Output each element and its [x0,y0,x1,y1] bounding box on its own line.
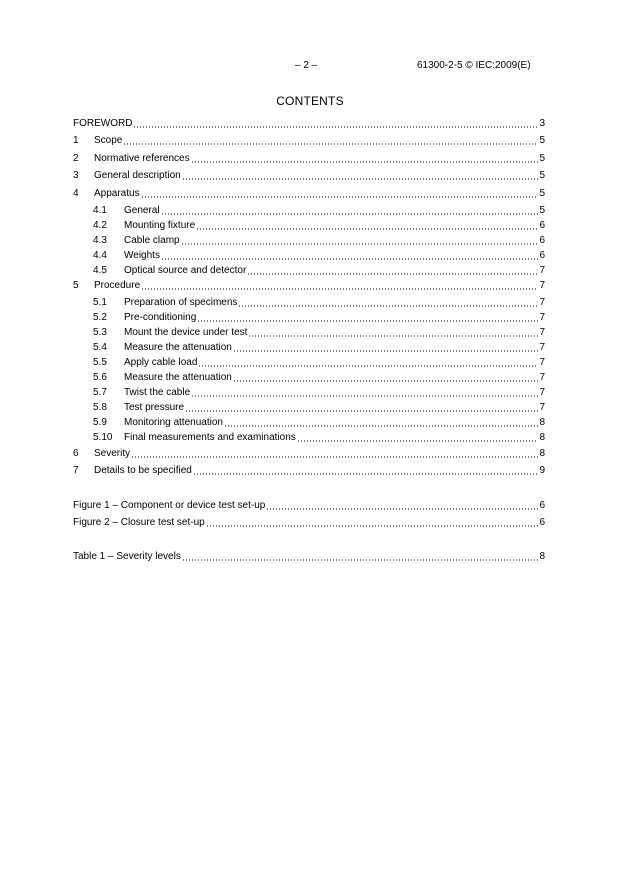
toc-subentry[interactable] [93,205,545,217]
leader-dots [224,425,538,427]
toc-subentry[interactable] [93,342,545,354]
leader-dots [182,559,539,561]
toc-entry-page: 6 [539,235,545,246]
leader-dots [185,410,538,412]
leader-dots [297,440,539,442]
toc-entry-page: 5 [539,188,545,199]
toc-entry[interactable] [73,280,545,292]
figure-entry[interactable] [73,517,545,529]
leader-dots [131,456,538,458]
leader-dots [238,305,538,307]
toc-entry-page: 7 [539,342,545,353]
toc-entry-title: Mount the device under test [124,327,248,338]
toc-entry-title: Measure the attenuation [124,372,232,383]
toc-entry-number: 6 [73,448,79,459]
toc-entry-number: 5.5 [93,357,107,368]
leader-dots [141,196,539,198]
figure-entry-title: Figure 2 – Closure test set-up [73,517,205,528]
toc-entry-number: 1 [73,135,79,146]
toc-entry-page: 7 [539,372,545,383]
leader-dots [133,126,538,128]
toc-entry-page: 5 [539,135,545,146]
toc-subentry[interactable] [93,297,545,309]
toc-entry-number: 5.10 [93,432,113,443]
toc-entry-number: 7 [73,465,79,476]
toc-entry-title: Measure the attenuation [124,342,232,353]
toc-entry-number: 4.3 [93,235,107,246]
table-of-contents [73,118,545,572]
toc-entry-number: 2 [73,153,79,164]
toc-entry-title: Severity [94,448,131,459]
toc-subentry[interactable] [93,265,545,277]
toc-entry-number: 5.8 [93,402,107,413]
leader-dots [233,380,539,382]
toc-entry-number: 4 [73,188,79,199]
toc-entry-page: 6 [539,250,545,261]
toc-entry-title: Details to be specified [94,465,192,476]
leader-dots [191,395,538,397]
toc-entry-page: 3 [539,118,545,129]
toc-entry-title: Normative references [94,153,190,164]
leader-dots [206,525,539,527]
leader-dots [193,473,539,475]
toc-entry-title: Test pressure [124,402,185,413]
toc-entry-page: 7 [539,312,545,323]
toc-entry-title: FOREWORD [73,118,133,129]
toc-subentry[interactable] [93,357,545,369]
toc-entry[interactable] [73,135,545,147]
toc-subentry[interactable] [93,432,545,444]
toc-subentry[interactable] [93,220,545,232]
document-reference: 61300-2-5 © IEC:2009(E) [417,60,531,71]
toc-entry-page: 7 [539,327,545,338]
toc-subentry[interactable] [93,402,545,414]
toc-entry[interactable] [73,465,545,477]
toc-entry-page: 8 [539,417,545,428]
toc-entry-page: 7 [539,402,545,413]
toc-entry[interactable] [73,448,545,460]
toc-entry-title: Cable clamp [124,235,180,246]
toc-entry-title: Weights [124,250,160,261]
leader-dots [196,228,538,230]
toc-entry-title: Apparatus [94,188,140,199]
toc-subentry[interactable] [93,417,545,429]
table-entry-title: Table 1 – Severity levels [73,551,181,562]
toc-entry-number: 5.3 [93,327,107,338]
toc-entry[interactable] [73,170,545,182]
toc-entry-number: 5.6 [93,372,107,383]
toc-subentry[interactable] [93,327,545,339]
toc-subentry[interactable] [93,235,545,247]
toc-entry-title: Scope [94,135,123,146]
leader-dots [141,288,538,290]
leader-dots [233,350,539,352]
toc-entry-title: Monitoring attenuation [124,417,223,428]
leader-dots [161,213,539,215]
figure-entry-page: 6 [539,500,545,511]
toc-entry-number: 5.1 [93,297,107,308]
table-entry[interactable] [73,551,545,563]
figure-entry-page: 6 [539,517,545,528]
toc-entry-number: 4.2 [93,220,107,231]
toc-entry[interactable] [73,188,545,200]
toc-entry-title: General description [94,170,181,181]
leader-dots [197,320,538,322]
figure-entry-title: Figure 1 – Component or device test set-up [73,500,266,511]
toc-entry-number: 5 [73,280,79,291]
toc-entry-number: 5.4 [93,342,107,353]
contents-title: CONTENTS [276,94,344,108]
leader-dots [198,365,538,367]
toc-entry-number: 4.1 [93,205,107,216]
leader-dots [247,273,538,275]
leader-dots [248,335,538,337]
leader-dots [182,178,539,180]
leader-dots [123,143,538,145]
toc-entry-page: 7 [539,357,545,368]
toc-entry-page: 7 [539,265,545,276]
toc-entry-foreword[interactable] [73,118,545,130]
toc-entry-page: 7 [539,280,545,291]
toc-entry-title: Pre-conditioning [124,312,197,323]
toc-entry-number: 4.4 [93,250,107,261]
toc-entry-page: 9 [539,465,545,476]
toc-entry-title: Apply cable load [124,357,198,368]
toc-subentry[interactable] [93,387,545,399]
leader-dots [181,243,539,245]
toc-entry[interactable] [73,153,545,165]
toc-entry-number: 3 [73,170,79,181]
toc-subentry[interactable] [93,250,545,262]
toc-entry-page: 5 [539,153,545,164]
toc-subentry[interactable] [93,372,545,384]
toc-entry-page: 8 [539,448,545,459]
leader-dots [161,258,538,260]
toc-entry-number: 5.2 [93,312,107,323]
toc-entry-number: 4.5 [93,265,107,276]
toc-subentry[interactable] [93,312,545,324]
toc-entry-title: General [124,205,160,216]
toc-entry-page: 7 [539,297,545,308]
leader-dots [266,508,538,510]
toc-entry-number: 5.9 [93,417,107,428]
toc-entry-title: Mounting fixture [124,220,196,231]
table-entry-page: 8 [539,551,545,562]
toc-entry-number: 5.7 [93,387,107,398]
toc-entry-title: Twist the cable [124,387,191,398]
toc-entry-page: 8 [539,432,545,443]
toc-entry-page: 6 [539,220,545,231]
page-number-label: – 2 – [295,60,318,71]
toc-entry-page: 5 [539,205,545,216]
toc-entry-page: 5 [539,170,545,181]
leader-dots [191,161,539,163]
toc-entry-title: Optical source and detector [124,265,247,276]
toc-entry-page: 7 [539,387,545,398]
toc-entry-title: Procedure [94,280,141,291]
figure-entry[interactable] [73,500,545,512]
toc-entry-title: Preparation of specimens [124,297,238,308]
toc-entry-title: Final measurements and examinations [124,432,296,443]
